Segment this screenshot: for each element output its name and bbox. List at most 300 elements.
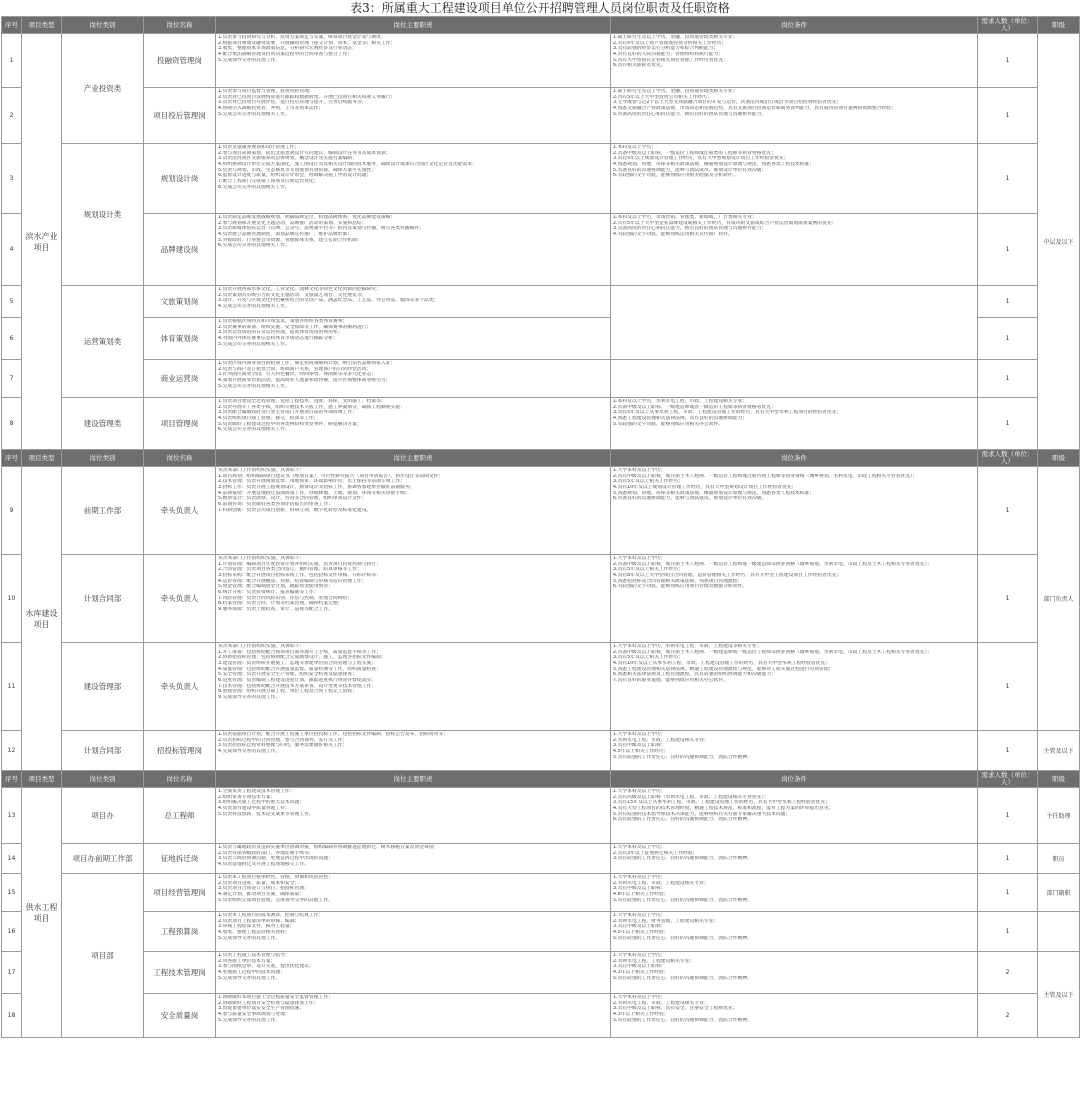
requirements-cell (611, 88, 978, 144)
duties-cell (216, 144, 611, 214)
text-line: 8.完成公司交办的其他相关工作。 (218, 184, 290, 190)
text-line: 5.有较强的文字功底，能够熟练应用相关办公软件。 (613, 421, 724, 427)
column-header: 岗位主要职责 (216, 17, 611, 34)
table-row (2, 952, 1080, 994)
text-line: 5.完成领导交办的其他工作。 (218, 1017, 281, 1023)
text-line: 1.大学本科及以上学历； (613, 913, 666, 918)
text-line: 1.开工准备：包括协助配合现场项目部办理开工手续，质量监督手续等工作； (218, 649, 381, 655)
text-line: 4.熟悉规划、用地、环保等相关政策法规，精通规划设计原理与规范，熟悉各类工程技术标准； (613, 161, 815, 167)
requirements-cell (611, 467, 978, 555)
requirements-cell (611, 643, 978, 731)
position-name: 规划设计岗 (144, 144, 216, 214)
duties-cell (216, 398, 611, 450)
text-line: 5.熟悉工程建设管理相关法律法规，精通工程建设管理流程与规范，能够对工程实施过程进行有效管理； (613, 666, 834, 672)
column-header: 岗位名称 (144, 450, 216, 467)
text-line: 2.负责策划具有吸引力的文化主题活动、文旅演艺项目、文化展览等； (218, 292, 367, 298)
text-line: 负责本部门工作的组织实施，具体如下： (218, 556, 305, 561)
text-line: 2.参与规划和开展文化主题活动、品牌推广活动的策划、实施和总结； (218, 220, 367, 226)
text-line: 2.根据项目规划及融资需要，开展融资管理（提交计划、资本、基金等）相关工作； (218, 40, 396, 46)
text-line: 5.勘察设计：负责勘察、设计、咨询等合同管理，组织审查设计文件； (218, 496, 367, 502)
text-line: 5.具有较强的工作责任心、良好的沟通协调能力、团队合作精神。 (613, 1017, 752, 1023)
requirements-cell (611, 788, 978, 844)
column-header: 序号 (2, 771, 22, 788)
text-line: 1.本科及以上学历； (613, 145, 656, 150)
text-line: 4.协助引入战略投资者、并购、上市等资本运作； (218, 105, 324, 111)
duties-cell (216, 34, 611, 88)
row-number: 17 (2, 952, 22, 994)
text-line: 5.资金管理：配合编制资金计划，跟踪资金使用情况； (218, 584, 333, 590)
duties-cell (216, 874, 611, 912)
duties-cell (216, 643, 611, 731)
text-line: 3.具有5年及以上相关工作经历； (613, 655, 683, 661)
text-line: 3.具有中级及以上职称，具有安全、注册安全工程师优先； (613, 1006, 738, 1012)
text-line: 2.负责办理开工各类手续，组织开展技术交底工作，施工界面划分，确保工程顺利实施； (218, 404, 405, 410)
row-number: 11 (2, 643, 22, 731)
text-line: 4.组织协调设计单位完成方案深化，施工图设计及其相关设计图的技术服务，确保设计成果符合园区文化定位及功能需求； (218, 161, 477, 167)
text-line: 6.具有较强的工作责任心、良好的沟通协调能力、团队合作精神。 (613, 817, 752, 823)
text-line: 1.本科及以上学历，市场营销、管理类、新闻或、广告类相关专业； (613, 215, 757, 220)
text-line: 6.具备良好的沟通协调能力，能够与团队成员、规划设计单位有效沟通。 (613, 496, 767, 502)
text-line: 6.前期咨询：负责做好各类咨询评估报告的审查工作； (218, 501, 333, 507)
header-row (2, 771, 1080, 788)
text-line: 4.质量管理：包括协助配合开展质量监督、质量检测等工作，组织质量检查； (218, 666, 381, 672)
text-line: 2.具备中级及以上职称，一级建造师或者一级造价工程师等执业资格者优先； (613, 404, 776, 410)
text-line: 4.负责建立品牌管理制度，策划品牌宣传推广，维护品牌形象； (218, 231, 353, 237)
column-header: 需求人数（单位：人） (978, 450, 1038, 467)
text-line: 5.完成领导交办的其他工作。 (218, 935, 281, 941)
position-name: 工程技术管理岗 (144, 952, 216, 994)
headcount: 1 (978, 788, 1038, 844)
position-name: 牵头负责人 (144, 643, 216, 731)
text-line: 5.具有较强的工作责任心、良好的沟通协调能力、团队合作精神。 (613, 754, 752, 760)
text-line: 1.负责开展西部水系文化、工业文化、园林文化等特色文化资源的挖掘研究； (218, 287, 381, 292)
headcount: 1 (978, 360, 1038, 398)
headcount: 1 (978, 912, 1038, 952)
text-line: 3.具有中级及以上职称； (613, 886, 666, 892)
text-line: 2.合同管理：负责项目各类合同签订、履约管理、结算审核等工作； (218, 567, 362, 573)
text-line: 1.大学本科及以上学历； (613, 875, 666, 880)
text-line: 5.熟悉招投标及合同管理相关政策法规，熟悉项目管理流程； (613, 578, 743, 584)
text-line: 2.参与项目前期策划，提出文旅景观设计方向建议，编制设计任务书及成本预算； (218, 150, 391, 156)
column-header: 岗位类别 (62, 17, 144, 34)
text-line: 2.具备中级及以上职称，或注册土木工程师、一级造价工程师或一级建造师等执业资格（城乡规划、水利水电、市政工程及土木工程相关专业者优先）； (613, 561, 932, 567)
duties-cell (216, 88, 611, 144)
text-line: 3.具有5年及以上相关工作经历； (613, 479, 683, 485)
duties-cell (216, 788, 611, 844)
position-category: 产业投资类 (62, 34, 144, 144)
position-category: 计划合同部 (62, 555, 144, 643)
text-line: 1.负责根据区域特点和市场需求，策划并组织各类体育赛事； (218, 319, 348, 324)
job-level: 中层及以下 (1038, 34, 1080, 450)
column-header: 需求人数（单位：人） (978, 17, 1038, 34)
text-line: 4.策划开展商业营销活动，提高商业人流量和销售额，提升区域整体商业吸引力； (218, 377, 391, 383)
column-header: 岗位条件 (611, 17, 978, 34)
headcount: 1 (978, 731, 1038, 771)
text-line: 4.完成公司交办的其他相关工作。 (218, 303, 290, 309)
column-header: 职级 (1038, 17, 1080, 34)
text-line: 4.具有10年及以上从事水利工程、市政、工程建设管理工作的经历，具有大中型水利工程经验者优先； (613, 660, 830, 666)
row-number: 1 (2, 34, 22, 88)
text-line: 5.负责与规划、市政、生态修复等专项规划有效衔接，确保方案可实施性； (218, 167, 377, 173)
text-line: 4.熟悉文旅融合产业政策法规，市场动态和发展趋势，具有文旅项目招商运营和商务谈判能力，具有成功的项目案例和资源整合经验； (613, 105, 896, 111)
row-number: 9 (2, 467, 22, 555)
duties-cell (216, 214, 611, 286)
text-line: 6.监督设计进度与质量，组织设计评审会，协调解决施工中的设计问题； (218, 173, 372, 179)
row-number: 8 (2, 398, 22, 450)
text-line: 4.有较强的文字功底，能够熟练运用相关宣传推广软件。 (613, 231, 733, 237)
requirements-cell (611, 994, 978, 1038)
text-line: 1.负责制定品牌发展战略规划，明确品牌定位，构建品牌体系，优化品牌建设策略； (218, 215, 396, 220)
text-line: 3.负责与政府协调沟通，处理征拆过程中出现的问题； (218, 856, 333, 862)
headcount: 1 (978, 643, 1038, 731)
text-line: 2.组织审查专项技术方案； (218, 794, 276, 800)
text-line: 3.具有5年及以上相关工作经历； (613, 567, 683, 573)
text-line: 1.负责与属地政府及征拆实施单位协调对接，组织编制并协调推进征地拆迁、树木移植方案及资金筹措； (218, 845, 439, 850)
text-line: 1.计划管理：编制项目年度投资计划并组织实施，负责项目投资控制与执行； (218, 561, 381, 567)
requirements-cell (611, 844, 978, 874)
column-header: 项目类型 (22, 771, 62, 788)
header-row (2, 17, 1080, 34)
requirements-cell (611, 398, 978, 450)
text-line: 3.针对园区商业空间，引入特色餐饮、时尚零售、休闲娱乐等多元化业态； (218, 372, 377, 378)
headcount: 1 (978, 874, 1038, 912)
text-line: 1.硕士研究生及以上学历，金融、投资或管理类相关专业； (613, 35, 738, 40)
text-line: 5.完成公司交办的其他相关工作。 (218, 341, 290, 347)
duties-cell (216, 318, 611, 360)
table-row (2, 88, 1080, 144)
text-line: 2.负责与商户签订租赁合同，协调商户关系，管理商户的日常经营活动； (218, 366, 372, 372)
text-line: 5.完成公司交办的其他相关工作。 (218, 111, 290, 117)
job-level: 部门副职 (1038, 874, 1080, 912)
column-header: 岗位名称 (144, 771, 216, 788)
headcount: 1 (978, 144, 1038, 214)
column-header: 岗位主要职责 (216, 771, 611, 788)
text-line: 3.具有5年及以上从事水利工程、市政、工程建设管理工作的经历，具有大中型水利工程项目的经验者优先； (613, 410, 842, 416)
column-header: 序号 (2, 17, 22, 34)
text-line: 2.水利水电工程、市政、工程建设相关专业； (613, 737, 709, 743)
job-level (1038, 912, 1080, 952)
row-number: 14 (2, 844, 22, 874)
text-line: 6.完成公司交办的其他相关工作。 (218, 427, 290, 433)
headcount: 1 (978, 214, 1038, 286)
headcount: 2 (978, 952, 1038, 994)
headcount: 1 (978, 844, 1038, 874)
text-line: 3.设计、开发与区域文化特色紧密结合的文创产品，涵盖纪念品、工艺品、办公用品、服饰等多个品类； (218, 298, 439, 304)
text-line: 2.水利水电工程、工程建设相关专业； (613, 958, 695, 964)
text-line: 4.前期报批：开展征地拆迁前期准备工作，办理林地、土地、规划、环保等相关审批手续； (218, 490, 410, 496)
headcount: 2 (978, 994, 1038, 1038)
duties-cell (216, 467, 611, 555)
position-category: 建设管理部 (62, 643, 144, 731)
text-line: 9.服务保障：负责上级检查、审计、巡视等配合工作。 (218, 606, 333, 612)
duties-cell (216, 731, 611, 771)
text-line: 9.完成领导交办的其他工作。 (218, 694, 281, 700)
position-name: 工程预算岗 (144, 912, 216, 952)
text-line: 5.完成公司交办的其他相关工作。 (218, 383, 290, 389)
jobs-table (1, 16, 1080, 1038)
text-line: 6.有较强的文字功底，能够熟练应用项目管理及数据分析软件。 (613, 584, 748, 590)
table-row (2, 643, 1080, 731)
headcount: 1 (978, 555, 1038, 643)
project-type: 滨水产业项目 (22, 34, 62, 450)
text-line: 3.具有5年以上规划设计管理工作经历，具有大中型规划设计项目工作经验者优先； (613, 156, 789, 162)
text-line: 2.水利水电工程、市政、工程建设相关专业； (613, 880, 709, 886)
text-line: 1.负责区域内商业项目的招商工作，制定招商策略和计划，吸引知名品牌商家入驻； (218, 361, 396, 366)
text-line: 5.对接政府、行业协会等资源，管理媒体关系，建立长期合作机制； (218, 237, 362, 243)
text-line: 2.审查施工单位技术方案； (218, 958, 276, 964)
column-header: 项目类型 (22, 17, 62, 34)
position-name: 商业运营岗 (144, 360, 216, 398)
text-line: 4.具有8年及以上大中型项目合同管理、造价管理相关工作经历，具有大中型工程建设项目工作经验者优先； (613, 572, 842, 578)
position-category: 建设管理类 (62, 398, 144, 450)
text-line: 1.负责本工程项目整体经营、管理、协调和风险管控； (218, 875, 333, 880)
project-type: 供水工程项目 (22, 788, 62, 1038)
text-line: 4.收集、整理工程造价相关资料； (218, 929, 290, 935)
text-line: 5.具有较强的工作责任心、良好的沟通协调能力、团队合作精神。 (613, 897, 752, 903)
column-header: 岗位主要职责 (216, 450, 611, 467)
text-line: 1.大学本科及以上学历； (613, 556, 666, 561)
text-line: 3.收集、整理资本市场政策信息，分析研究宏观经济及行业动态； (218, 46, 357, 52)
position-name: 安全质量岗 (144, 994, 216, 1038)
table-row (2, 467, 1080, 555)
text-line: 3.具有中级及以上职称； (613, 964, 666, 970)
position-category: 前期工作部 (62, 467, 144, 555)
text-line: 6.熟悉相关法律法规及工程管理流程，具有较强的组织协调能力和沟通能力； (613, 672, 776, 678)
text-line: 1.大学本科及以上学历，水利水电工程、市政、工程建设等相关专业； (613, 644, 762, 649)
text-line: 4.负责征地拆迁及开展工程场地移交工作。 (218, 861, 309, 867)
text-line: 5.负责科技创新、技术论文成果等管理工作。 (218, 811, 314, 817)
table-row (2, 34, 1080, 88)
text-line: 4.3年以上相关工作经验； (613, 969, 669, 975)
column-header: 岗位类别 (62, 450, 144, 467)
duties-cell (216, 286, 611, 318)
text-line: 2.具有5年以上大中型投资公司相关工作经历； (613, 94, 712, 100)
requirements-cell (611, 214, 978, 286)
text-line: 1.大学本科及以上学历； (613, 845, 666, 850)
text-line: 8.验收管理：组织开展分部工程、单位工程及合同工程完工验收； (218, 689, 357, 695)
text-line: 6.进度管理：负责编制工程建设进度计划，跟踪进度执行情况并督促落实； (218, 677, 377, 683)
position-category: 计划合同部 (62, 731, 144, 771)
position-name: 项目投后管理岗 (144, 88, 216, 144)
text-line: 1.大学本科及以上学历； (613, 995, 666, 1000)
position-category: 规划设计类 (62, 144, 144, 286)
table-row (2, 214, 1080, 286)
requirements-cell (611, 34, 978, 88)
column-header: 岗位类别 (62, 771, 144, 788)
position-name: 总工程师 (144, 788, 216, 844)
table-row (2, 912, 1080, 952)
text-line: 1.大学本科及以上学历； (613, 953, 666, 958)
text-line: 2.具有3年以上征地拆迁相关工作经验； (613, 850, 698, 856)
table-row (2, 844, 1080, 874)
text-line: 2.水利水电工程、财务管理、工程建设相关专业； (613, 918, 719, 924)
text-line: 3.负责配合属地政府及行业主管部门开展项目部的外部协调工作； (218, 410, 357, 416)
table-row (2, 994, 1080, 1038)
text-line: 3.具备高度的责任心和抗压能力，拥有良好的团队管理与沟通协作能力； (613, 226, 767, 232)
job-level: 部门负责人 (1038, 467, 1080, 731)
text-line: 8.档案管理：负责合同、计划等档案管理，确保档案完整； (218, 601, 343, 607)
column-header: 岗位名称 (144, 17, 216, 34)
position-name: 项目管理岗 (144, 398, 216, 450)
column-header: 岗位条件 (611, 450, 978, 467)
job-level: 主管及以下 (1038, 731, 1080, 771)
table-row (2, 874, 1080, 912)
text-line: 2.负责项目进度、质量、成本和安全； (218, 880, 300, 886)
text-line: 2.技术管理：负责开展规划选址、用地预审、环境影响评价、水土保持等前期专项工作； (218, 479, 405, 485)
text-line: 3.具有中级及以上职称； (613, 924, 666, 930)
table-row (2, 286, 1080, 318)
position-category: 项目办前期工作部 (62, 844, 144, 874)
text-line: 2.具有中级及以上职称，或注册土木工程师、一级造价工程师或注册咨询工程师等执业资格（城乡规划、水利水电、市政工程相关专业者优先）； (613, 473, 918, 479)
text-line: 5.完成领导交办的其他工作。 (218, 57, 281, 63)
text-line: 1.负责本工程项目的成本测算，控制与结算工作； (218, 913, 324, 918)
text-line: 7.配合工程部门完成施工现场及后期运营优化； (218, 178, 319, 184)
text-line: 2.负责对已投项目发展情况进行跟踪和数据收集，开展已投项目相关权利义务履行； (218, 94, 396, 100)
duties-cell (216, 952, 611, 994)
text-line: 3.负责新媒体矩阵运营（官网、公众号、短视频平台等）的内容策划与传播，撰写各类传播稿件； (218, 226, 425, 232)
headcount: 1 (978, 318, 1038, 360)
position-name: 文旅策划岗 (144, 286, 216, 318)
text-line: 6.完成公司交办的其他相关工作。 (218, 243, 290, 249)
position-category: 项目部 (62, 874, 144, 1038)
text-line: 4.具有10年及以上规划设计管理工作经历，具有大中型规划设计项目工作经验者优先； (613, 484, 797, 490)
row-number: 13 (2, 788, 22, 844)
position-name: 牵头负责人 (144, 555, 216, 643)
text-line: 3.负责运营场馆的日常运营管理，提高体育场馆的利用率； (218, 330, 343, 336)
text-line: 3.具有较强的经济运行分析能力和综合判断能力； (613, 46, 719, 52)
text-line: 4.负责组织项目竣工验收、移交、结算等工作； (218, 415, 319, 421)
job-level: 职员 (1038, 844, 1080, 874)
position-name: 征地拆迁岗 (144, 844, 216, 874)
column-header: 职级 (1038, 771, 1080, 788)
text-line: 5.具备良好的沟通协调能力，能够与团队成员、规划设计单位有效沟通； (613, 167, 767, 173)
row-number: 18 (2, 994, 22, 1038)
duties-cell (216, 360, 611, 398)
text-line: 5.负责做好工程建设过程中的各类纠纷和突发事件，研提解决方案； (218, 421, 362, 427)
position-name: 体育策划岗 (144, 318, 216, 360)
text-line: 3.负责对已投项目开展评估，进行投后管理与提升，完善后续服务等； (218, 100, 367, 106)
text-line: 5.负责组织完成项目验收，完成领导交办的其他工作。 (218, 897, 333, 903)
row-number: 2 (2, 88, 22, 144)
duties-cell (216, 994, 611, 1038)
job-level: 主任助理 (1038, 788, 1080, 844)
row-number: 12 (2, 731, 22, 771)
text-line: 4.造价管理：配合开展概算、预算、结算编制与审核等造价管理工作； (218, 578, 367, 584)
text-line: 4.配合集团战略管理及投资决策过程中的合同审查与整合工作； (218, 51, 353, 57)
text-line: 3.负责沿河国区文旅康养的总体规划、概念设计及实施方案编制； (218, 156, 357, 162)
text-line: 1.大学本科及以上学历； (613, 732, 666, 737)
text-line: 2.负责项目工程量清单的审核、编制； (218, 918, 300, 924)
requirements-cell (611, 286, 978, 360)
column-header: 序号 (2, 450, 22, 467)
headcount: 1 (978, 88, 1038, 144)
row-number: 15 (2, 874, 22, 912)
text-line: 5.熟悉规划、用地、环保等相关政策法规，精通规划设计原理与规范，熟悉各类工程技术标准； (613, 490, 815, 496)
text-line: 5.完成领导交办的其他工作。 (218, 975, 281, 981)
headcount: 1 (978, 34, 1038, 88)
row-number: 6 (2, 318, 22, 360)
job-level: 主管及以下 (1038, 952, 1080, 1038)
table-row (2, 360, 1080, 398)
table-row (2, 788, 1080, 844)
column-header: 职级 (1038, 450, 1080, 467)
text-line: 1.负责参与投资研究与分析，投资方案制定与实施，统筹项目资金计划与调度； (218, 35, 386, 40)
text-line: 1.负责依据项目计划，配合开展工程施工单位招投标工作，包括招标文件编制、招标公告发布、招标资审等； (218, 732, 449, 737)
row-number: 10 (2, 555, 22, 643)
text-line: 4.8年以上相关工作经验； (613, 891, 669, 897)
text-line: 2.协助做好工程项目安全检查与隐患排查工作； (218, 1000, 319, 1006)
text-line: 3.建设管理：负责组织开展施工、监理等参建单位的合同管理与工程实施； (218, 660, 377, 666)
position-name: 项目经营管理岗 (144, 874, 216, 912)
text-line: 2.具有5年及以上资产管理或投资分析相关工作经历； (613, 40, 727, 46)
row-number: 3 (2, 144, 22, 214)
row-number: 4 (2, 214, 22, 286)
text-line: 5.具有较强的工作责任心、良好的沟通协调能力、团队合作精神。 (613, 935, 752, 941)
text-line: 2.具备中级及以上职称，或注册土木工程师、一级建造师或一级造价工程师等执业资格（城乡规划、水利水电、市政工程及土木工程相关专业者优先）； (613, 649, 932, 655)
text-line: 4.处理施工过程中的技术问题； (218, 969, 285, 975)
text-line: 2.负责招标过程中的合同管理，参与合同谈判、签订等工作； (218, 737, 348, 743)
column-header: 岗位条件 (611, 771, 978, 788)
duties-cell (216, 844, 611, 874)
text-line: 3.审核工程结算文件，核对工程量； (218, 924, 295, 930)
position-name: 牵头负责人 (144, 467, 216, 555)
text-line: 6.统计分析：负责投资统计、报表编制等工作； (218, 589, 319, 595)
text-line: 3.招标采购：配合开展项目招标采购工作，包括招标文件审核、开标评标等； (218, 572, 381, 578)
row-number: 5 (2, 286, 22, 318)
text-line: 2.具有5年以上大中型企业品牌建设或相关工作经历，有成功的文旅或综合产业运营策划成果案例的优先； (613, 220, 837, 226)
table-row (2, 731, 1080, 771)
text-line: 4.具有大型工程项目的技术管理经验，精通工程技术规范、标准和流程，能对工程方案的评审提出意见； (613, 805, 834, 811)
column-header: 项目类型 (22, 450, 62, 467)
header-row (2, 450, 1080, 467)
position-name: 投融资管理岗 (144, 34, 216, 88)
text-line: 3.参与图纸会审、设计交底，提出优化建议； (218, 964, 314, 970)
text-line: 4.5年以上相关工作经历； (613, 748, 669, 754)
text-line: 7.风险管理：负责合同风险识别、评估与控制，处理合同纠纷； (218, 595, 353, 601)
text-line: 2.具有高级及以上职称（水利水电工程、市政、工程建设相关专业优先）； (613, 794, 769, 800)
position-category: 项目办 (62, 788, 144, 844)
text-line: 5.具有大中型国有企业相关岗位管理工作经历者优先； (613, 57, 728, 63)
text-line: 1.硕士研究生及以上学历，金融、投资或管理类相关专业； (613, 89, 738, 94)
text-line: 1.协助做好本项目施工全过程质量安全监督管理工作； (218, 995, 333, 1000)
requirements-cell (611, 360, 978, 398)
row-number: 7 (2, 360, 22, 398)
column-header: 需求人数（单位：人） (978, 771, 1038, 788)
text-line: 4.具有良好的人际沟通能力、管理组织和执行能力； (613, 51, 724, 57)
text-line: 1.大学本科及以上学历； (613, 468, 666, 473)
position-name: 品牌建设岗 (144, 214, 216, 286)
text-line: 4.负责项目建设中质量管理工作； (218, 805, 290, 811)
text-line: 6.具有相关职称者优先。 (613, 63, 666, 69)
text-line: 3.组织解决施工过程中的重大技术问题； (218, 800, 305, 806)
text-line: 负责本部门工作的组织实施，具体如下： (218, 468, 305, 473)
text-line: 1.本科及以上学历，水利水电工程、市政、工程建设相关专业； (613, 399, 748, 404)
text-line: 6.有较强的文字功底，能够熟练应用相关绘图及分析软件。 (613, 173, 738, 179)
headcount: 1 (978, 398, 1038, 450)
requirements-cell (611, 731, 978, 771)
text-line: 2.水利水电工程、市政、工程建设相关专业； (613, 1000, 709, 1006)
table-row (2, 555, 1080, 643)
row-number: 16 (2, 912, 22, 952)
text-line: 5.具有较强的技术指导和技术决策能力，能够组织有关方面专家解决重大技术问题； (613, 811, 791, 817)
text-line: 负责本部门工作的组织实施，具体如下： (218, 644, 305, 649)
text-line: 7.技术管理：包括协助配合开展技术方案审查、设计变更等技术管理工作； (218, 683, 377, 689)
text-line: 1.负责参与项目监督与管理，投资风险管理； (218, 89, 314, 94)
text-line: 2.具备中级及以上职称，一级造价工程师或注册类的工程师等执业资格优先； (613, 150, 776, 156)
text-line: 1.负责工程施工技术管理与指导； (218, 953, 290, 958)
text-line: 5.具备高度的责任心和抗压能力，拥有良好的团队管理与沟通协作能力。 (613, 111, 767, 117)
table-row (2, 144, 1080, 214)
